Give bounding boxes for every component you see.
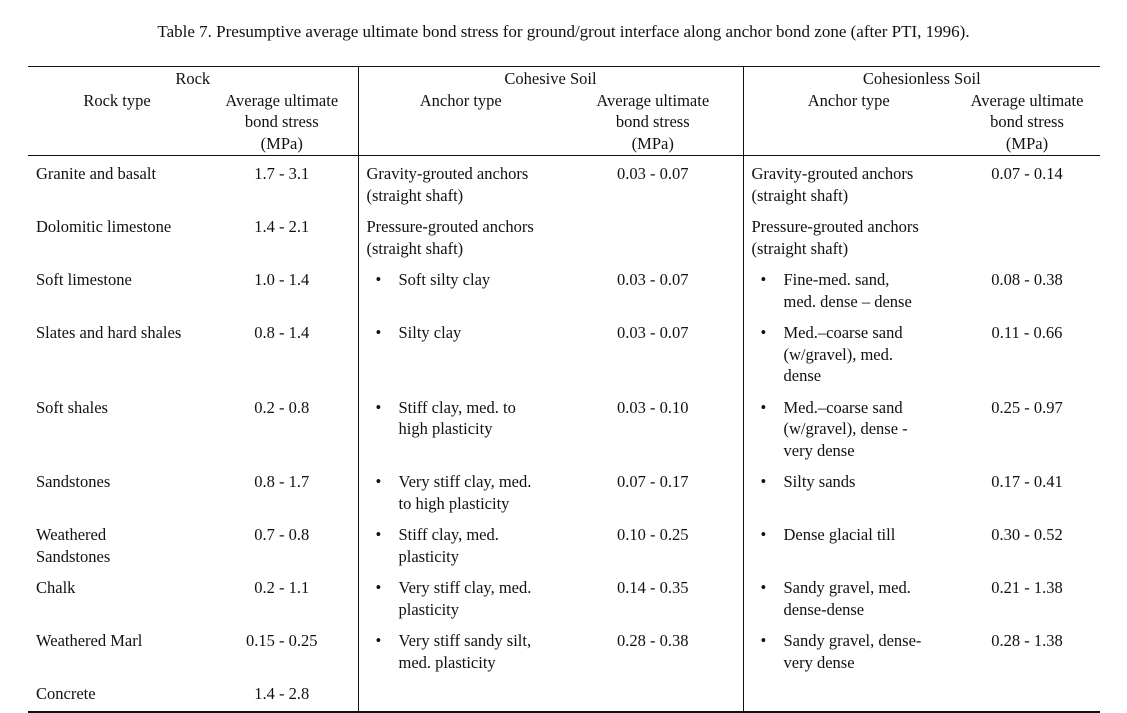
cohesionless-stress-cell: 0.21 - 1.38 bbox=[991, 578, 1063, 597]
bullet-item bbox=[752, 577, 947, 620]
rock-type-cell bbox=[28, 210, 206, 263]
bond-stress-table bbox=[28, 66, 1100, 713]
cell-line: Pressure-grouted anchors bbox=[751, 217, 919, 236]
bullet-item bbox=[367, 630, 556, 673]
bullet-item bbox=[752, 471, 947, 493]
cell-line: Dolomitic limestone bbox=[36, 217, 172, 236]
bullet-text bbox=[399, 322, 556, 344]
bullet-item bbox=[367, 577, 556, 620]
cell-line: Gravity-grouted anchors bbox=[366, 164, 529, 183]
table-row bbox=[28, 391, 1100, 466]
rock-type-cell bbox=[28, 624, 206, 677]
bullet-text bbox=[784, 630, 947, 673]
table-row bbox=[28, 571, 1100, 624]
cohesive-stress-cell bbox=[563, 210, 743, 263]
cell-line: Concrete bbox=[36, 684, 96, 703]
col-header-line: bond stress bbox=[990, 112, 1064, 131]
rock-stress-cell: 0.7 - 0.8 bbox=[254, 525, 310, 544]
cohesionless-anchor-cell bbox=[743, 156, 954, 211]
col-header-cohesionless-stress bbox=[954, 90, 1100, 156]
bullet-text bbox=[399, 577, 556, 620]
cohesionless-stress-cell: 0.07 - 0.14 bbox=[991, 164, 1063, 183]
cell-line: Med.–coarse sand bbox=[783, 323, 903, 342]
cohesionless-stress-cell: 0.28 - 1.38 bbox=[991, 631, 1063, 650]
table-row bbox=[28, 156, 1100, 211]
cell-line: dense-dense bbox=[783, 599, 865, 619]
rock-type-cell bbox=[28, 677, 206, 712]
cohesive-anchor-cell bbox=[358, 316, 563, 391]
bullet-text bbox=[784, 471, 947, 493]
cohesionless-anchor-cell bbox=[743, 518, 954, 571]
rock-type-cell bbox=[28, 316, 206, 391]
cell-line: Soft shales bbox=[36, 397, 108, 417]
col-header-rock-stress bbox=[206, 90, 358, 156]
rock-stress-cell: 1.7 - 3.1 bbox=[254, 164, 310, 183]
col-header-cohesive-stress bbox=[563, 90, 743, 156]
cell-line: Dense glacial till bbox=[783, 525, 896, 544]
bullet-text bbox=[399, 524, 556, 567]
table-row bbox=[28, 263, 1100, 316]
bullet-item bbox=[367, 471, 556, 514]
rock-stress-cell: 0.8 - 1.7 bbox=[254, 472, 310, 491]
bullet-icon: • bbox=[760, 525, 767, 544]
table-row bbox=[28, 465, 1100, 518]
table-caption: Table 7. Presumptive average ultimate bond stress for ground/grout interface along anchor bond zone (after PTI, 1996). bbox=[157, 22, 970, 41]
table-row bbox=[28, 624, 1100, 677]
col-header-line: Average ultimate bbox=[596, 90, 710, 110]
bullet-item bbox=[752, 630, 947, 673]
cohesionless-stress-cell: 0.11 - 0.66 bbox=[991, 323, 1063, 342]
cell-line: med. plasticity bbox=[398, 652, 496, 672]
cohesionless-anchor-cell bbox=[743, 391, 954, 466]
cell-line: very dense bbox=[783, 652, 855, 672]
bullet-text bbox=[784, 269, 947, 312]
table-row bbox=[28, 518, 1100, 571]
bullet-item bbox=[367, 322, 556, 344]
cohesive-stress-cell: 0.03 - 0.10 bbox=[617, 397, 689, 417]
cohesive-stress-cell: 0.14 - 0.35 bbox=[617, 578, 689, 597]
cohesive-anchor-cell bbox=[358, 263, 563, 316]
bullet-text bbox=[399, 397, 556, 440]
col-header-cohesive-anchor-type: Anchor type bbox=[358, 90, 563, 156]
cell-line: dense bbox=[783, 366, 822, 385]
cohesive-stress-cell: 0.03 - 0.07 bbox=[617, 270, 689, 289]
table-row bbox=[28, 210, 1100, 263]
bullet-icon: • bbox=[375, 323, 382, 342]
cohesive-anchor-cell bbox=[358, 465, 563, 518]
cell-line: Stiff clay, med. bbox=[398, 525, 499, 544]
bullet-icon: • bbox=[375, 578, 382, 597]
bullet-item bbox=[367, 524, 556, 567]
cell-line: (w/gravel), med. bbox=[783, 344, 893, 364]
cohesionless-anchor-cell bbox=[743, 210, 954, 263]
cohesive-stress-cell: 0.03 - 0.07 bbox=[617, 323, 689, 342]
bullet-icon: • bbox=[760, 472, 767, 491]
rock-type-cell bbox=[28, 518, 206, 571]
cell-line: Very stiff clay, med. bbox=[398, 472, 532, 491]
bullet-text bbox=[784, 577, 947, 620]
bullet-icon: • bbox=[375, 525, 382, 544]
cell-line: Pressure-grouted anchors bbox=[366, 217, 534, 236]
cohesionless-stress-cell: 0.17 - 0.41 bbox=[991, 472, 1063, 491]
rock-stress-cell: 0.2 - 0.8 bbox=[254, 397, 310, 417]
rock-type-cell bbox=[28, 571, 206, 624]
col-header-line: Average ultimate bbox=[970, 90, 1084, 110]
bullet-icon: • bbox=[375, 270, 382, 289]
cohesionless-stress-cell: 0.25 - 0.97 bbox=[991, 397, 1063, 417]
bullet-item bbox=[367, 397, 556, 440]
cohesive-stress-cell: 0.28 - 0.38 bbox=[617, 631, 689, 650]
bullet-icon: • bbox=[760, 397, 767, 417]
cohesive-anchor-cell bbox=[358, 677, 563, 712]
bullet-text bbox=[784, 397, 947, 462]
cohesionless-anchor-cell bbox=[743, 263, 954, 316]
rock-stress-cell: 1.0 - 1.4 bbox=[254, 270, 310, 289]
cohesionless-stress-cell bbox=[954, 210, 1100, 263]
cell-line: (straight shaft) bbox=[751, 185, 849, 205]
rock-type-cell bbox=[28, 156, 206, 211]
cell-line: to high plasticity bbox=[398, 493, 510, 513]
col-header-line: bond stress bbox=[244, 112, 319, 131]
rock-stress-cell: 0.8 - 1.4 bbox=[254, 323, 310, 342]
cell-line: plasticity bbox=[398, 546, 459, 566]
rock-stress-cell: 1.4 - 2.8 bbox=[206, 677, 358, 712]
cohesive-anchor-cell bbox=[358, 571, 563, 624]
bullet-icon: • bbox=[760, 578, 767, 597]
rock-stress-cell: 0.2 - 1.1 bbox=[254, 578, 310, 597]
cohesive-anchor-cell bbox=[358, 624, 563, 677]
group-header-cohesive-soil: Cohesive Soil bbox=[358, 67, 743, 90]
cohesionless-anchor-cell bbox=[743, 316, 954, 391]
cell-line: plasticity bbox=[398, 599, 459, 619]
cell-line: Silty sands bbox=[783, 472, 856, 491]
cell-line: Stiff clay, med. to bbox=[398, 397, 516, 417]
cohesive-stress-cell: 0.07 - 0.17 bbox=[617, 472, 689, 491]
cell-line: Med.–coarse sand bbox=[783, 397, 903, 417]
bullet-item bbox=[752, 524, 947, 546]
cohesive-anchor-cell bbox=[358, 518, 563, 571]
rock-type-cell bbox=[28, 391, 206, 466]
cohesionless-stress-cell: 0.30 - 0.52 bbox=[991, 525, 1063, 544]
cohesionless-stress-cell bbox=[954, 677, 1100, 712]
cohesive-anchor-cell bbox=[358, 391, 563, 466]
cohesionless-anchor-cell bbox=[743, 465, 954, 518]
cell-line: Gravity-grouted anchors bbox=[751, 164, 914, 183]
bullet-icon: • bbox=[375, 631, 382, 650]
rock-type-cell bbox=[28, 465, 206, 518]
cohesive-stress-cell bbox=[563, 677, 743, 712]
cell-line: Weathered bbox=[36, 525, 107, 544]
cell-line: Soft silty clay bbox=[398, 270, 491, 289]
table-row bbox=[28, 677, 1100, 712]
col-header-line: (MPa) bbox=[631, 133, 674, 153]
cohesive-stress-cell: 0.10 - 0.25 bbox=[617, 525, 689, 544]
cell-line: Sandy gravel, dense- bbox=[783, 631, 922, 650]
bullet-item bbox=[367, 269, 556, 291]
group-header-cohesionless-soil: Cohesionless Soil bbox=[743, 67, 1100, 90]
cell-line: Chalk bbox=[36, 578, 76, 597]
bullet-text bbox=[784, 322, 947, 387]
bullet-icon: • bbox=[760, 270, 767, 289]
bullet-item bbox=[752, 397, 947, 462]
table-body bbox=[28, 156, 1100, 712]
group-header-rock: Rock bbox=[28, 67, 358, 90]
cohesive-anchor-cell bbox=[358, 210, 563, 263]
cell-line: Sandstones bbox=[36, 472, 111, 491]
cell-line: Slates and hard shales bbox=[36, 323, 182, 342]
cell-line: Soft limestone bbox=[36, 270, 132, 289]
cohesionless-anchor-cell bbox=[743, 571, 954, 624]
cell-line: high plasticity bbox=[398, 419, 493, 438]
cohesionless-anchor-cell bbox=[743, 624, 954, 677]
cell-line: Weathered Marl bbox=[36, 631, 143, 650]
cohesionless-anchor-cell bbox=[743, 677, 954, 712]
cell-line: very dense bbox=[783, 440, 855, 460]
cell-line: Very stiff sandy silt, bbox=[398, 631, 532, 650]
bullet-icon: • bbox=[375, 397, 382, 417]
cohesive-stress-cell: 0.03 - 0.07 bbox=[617, 164, 689, 183]
cell-line: (straight shaft) bbox=[751, 238, 849, 258]
col-header-line: (MPa) bbox=[1005, 133, 1049, 153]
cell-line: Sandstones bbox=[36, 546, 111, 566]
bullet-icon: • bbox=[760, 631, 767, 650]
table-row bbox=[28, 316, 1100, 391]
bullet-icon: • bbox=[760, 323, 767, 342]
col-header-line: (MPa) bbox=[260, 133, 303, 153]
col-header-line: bond stress bbox=[615, 112, 690, 131]
col-header-rock-type: Rock type bbox=[83, 90, 151, 110]
rock-stress-cell: 1.4 - 2.1 bbox=[254, 217, 310, 236]
cell-line: Sandy gravel, med. bbox=[783, 578, 911, 597]
rock-type-cell bbox=[28, 263, 206, 316]
cell-line: med. dense – dense bbox=[783, 291, 912, 311]
bullet-item bbox=[752, 269, 947, 312]
cell-line: Fine-med. sand, bbox=[783, 270, 890, 289]
cell-line: (w/gravel), dense - bbox=[783, 419, 908, 438]
bullet-text bbox=[399, 269, 556, 291]
col-header-cohesionless-anchor-type: Anchor type bbox=[743, 90, 954, 156]
cell-line: (straight shaft) bbox=[366, 185, 464, 205]
col-header-line: Average ultimate bbox=[225, 90, 339, 110]
cohesive-anchor-cell bbox=[358, 156, 563, 211]
bullet-text bbox=[399, 471, 556, 514]
rock-stress-cell: 0.15 - 0.25 bbox=[246, 631, 318, 650]
cell-line: Silty clay bbox=[398, 323, 462, 342]
cohesionless-stress-cell: 0.08 - 0.38 bbox=[991, 270, 1063, 289]
bullet-item bbox=[752, 322, 947, 387]
cell-line: Very stiff clay, med. bbox=[398, 578, 532, 597]
bullet-text bbox=[399, 630, 556, 673]
cell-line: (straight shaft) bbox=[366, 238, 464, 258]
bullet-text bbox=[784, 524, 947, 546]
cell-line: Granite and basalt bbox=[36, 164, 157, 183]
bullet-icon: • bbox=[375, 472, 382, 491]
